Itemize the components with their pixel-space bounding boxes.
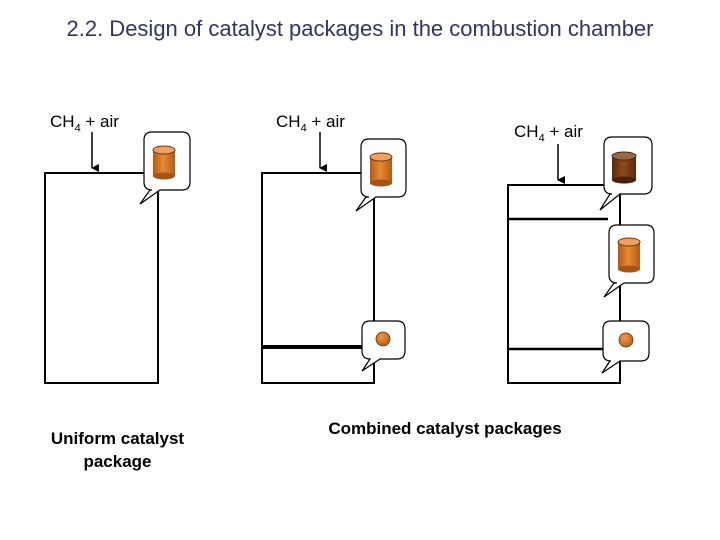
catalyst-cylinder-icon: [618, 238, 640, 273]
callout-bubble-5: [604, 225, 654, 297]
callout-bubble-3: [362, 321, 405, 371]
gas-inlet-label-3: $CH_4$ + air: [514, 122, 583, 145]
caption-combined: Combined catalyst packages: [328, 419, 562, 438]
gas-inlet-label-1: $CH_4$ + air: [50, 112, 119, 135]
caption-uniform: Uniform catalyst package: [50, 429, 185, 471]
catalyst-cylinder-icon: [370, 153, 392, 187]
page-title: 2.2. Design of catalyst packages in the combustion chamber: [66, 16, 654, 41]
reactor-uniform: [45, 173, 158, 383]
catalyst-pellet-icon: [619, 333, 633, 347]
gas-inlet-label-2: $CH_4$ + air: [276, 112, 345, 135]
catalyst-cylinder-icon: [153, 146, 175, 180]
callout-bubble-6: [602, 321, 649, 373]
callout-bubble-4: [600, 137, 652, 210]
callout-bubble-1: [140, 132, 190, 204]
reactor-combined-a: [262, 173, 374, 383]
catalyst-pellet-icon: [376, 332, 390, 346]
callout-bubble-2: [356, 139, 406, 211]
catalyst-cylinder-dark-icon: [612, 152, 636, 184]
